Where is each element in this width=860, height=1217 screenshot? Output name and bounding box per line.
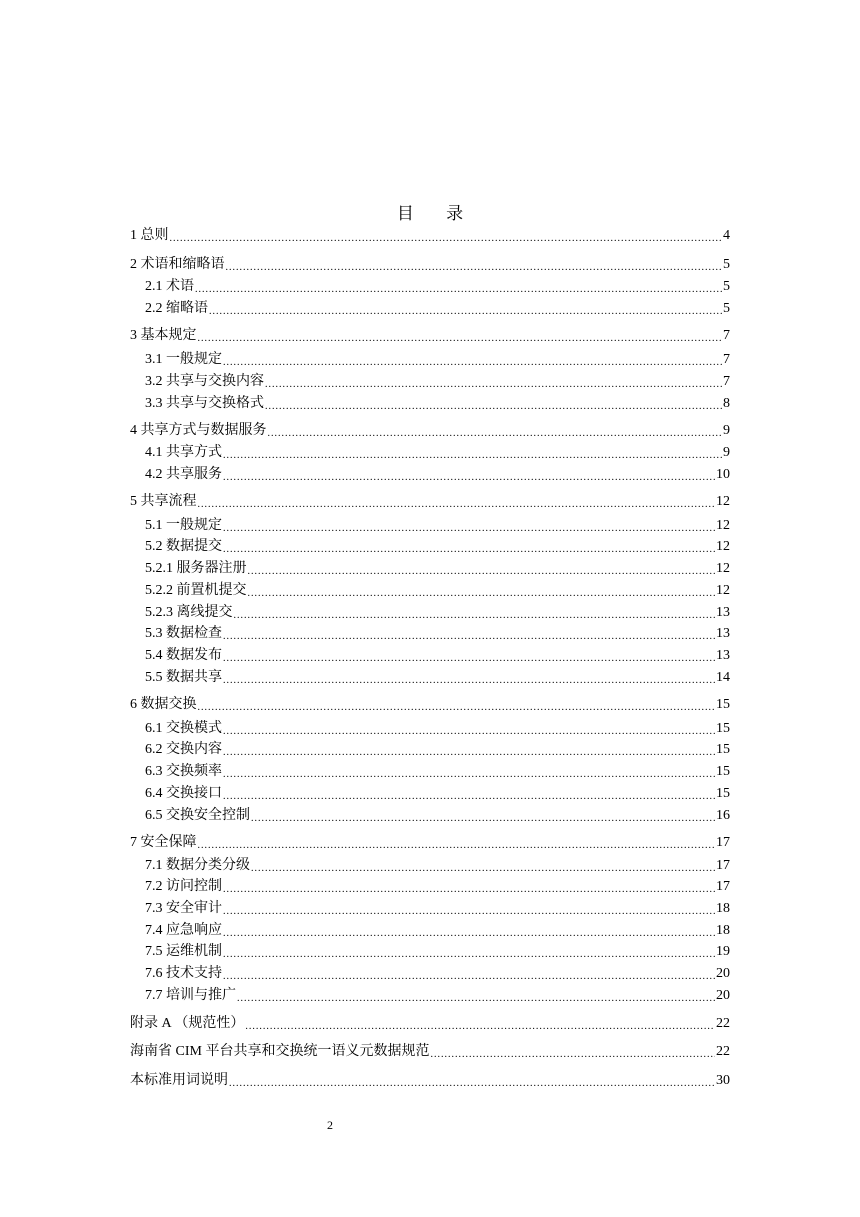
toc-entry-page: 17 (716, 858, 730, 873)
toc-entry[interactable] (130, 492, 730, 512)
toc-entry-title: 5.2 数据提交 (145, 539, 222, 554)
toc-entry-page: 15 (716, 721, 730, 736)
toc-entry-page: 10 (716, 467, 730, 482)
toc-entry[interactable] (145, 350, 730, 370)
toc-entry-title: 本标准用词说明 (130, 1073, 228, 1088)
toc-entry[interactable] (145, 624, 730, 644)
toc-leader-dots (234, 609, 716, 623)
toc-leader-dots (229, 1077, 715, 1091)
toc-entry[interactable] (130, 1071, 730, 1091)
toc-entry-title: 5.2.3 离线提交 (145, 605, 233, 620)
toc-entry-title: 7.1 数据分类分级 (145, 858, 250, 873)
toc-entry[interactable] (130, 833, 730, 853)
toc-leader-dots (223, 768, 715, 782)
toc-leader-dots (223, 883, 715, 897)
toc-entry[interactable] (130, 226, 730, 246)
toc-entry-page: 5 (723, 257, 730, 272)
toc-entry-page: 13 (716, 648, 730, 663)
toc-entry-title: 6.5 交换安全控制 (145, 808, 250, 823)
toc-entry[interactable] (145, 964, 730, 984)
toc-entry-title: 2 术语和缩略语 (130, 257, 225, 272)
toc-leader-dots (198, 839, 716, 853)
toc-leader-dots (248, 587, 716, 601)
toc-entry[interactable] (145, 740, 730, 760)
toc-entry-title: 海南省 CIM 平台共享和交换统一语义元数据规范 (130, 1044, 430, 1059)
toc-entry[interactable] (130, 326, 730, 346)
toc-entry-page: 5 (723, 279, 730, 294)
toc-entry-title: 3 基本规定 (130, 328, 197, 343)
toc-entry-title: 4 共享方式与数据服务 (130, 423, 267, 438)
toc-entry[interactable] (145, 899, 730, 919)
toc-entry-title: 6.4 交换接口 (145, 786, 222, 801)
page-number: 2 (327, 1118, 333, 1132)
toc-leader-dots (223, 927, 715, 941)
toc-entry-page: 4 (723, 228, 730, 243)
toc-entry-title: 3.1 一般规定 (145, 352, 222, 367)
toc-entry-title: 6 数据交换 (130, 697, 197, 712)
toc-entry-page: 12 (716, 583, 730, 598)
toc-leader-dots (223, 449, 722, 463)
toc-leader-dots (223, 948, 715, 962)
toc-entry-page: 17 (716, 835, 730, 850)
toc-entry-page: 17 (716, 879, 730, 894)
toc-leader-dots (223, 674, 715, 688)
toc-entry[interactable] (145, 806, 730, 826)
toc-entry-title: 5.1 一般规定 (145, 518, 222, 533)
toc-leader-dots (223, 746, 715, 760)
toc-entry[interactable] (145, 603, 730, 623)
toc-entry-title: 7.5 运维机制 (145, 944, 222, 959)
toc-entry[interactable] (145, 537, 730, 557)
toc-entry-page: 19 (716, 944, 730, 959)
toc-entry-page: 20 (716, 966, 730, 981)
toc-entry-title: 6.3 交换频率 (145, 764, 222, 779)
toc-leader-dots (265, 378, 722, 392)
toc-entry-title: 5.3 数据检查 (145, 626, 222, 641)
toc-entry[interactable] (145, 516, 730, 536)
toc-entry[interactable] (145, 784, 730, 804)
toc-leader-dots (198, 701, 716, 715)
toc-entry-title: 7.4 应急响应 (145, 923, 222, 938)
toc-entry-page: 12 (716, 494, 730, 509)
toc-leader-dots (248, 565, 716, 579)
toc-entry[interactable] (145, 581, 730, 601)
toc-leader-dots (198, 498, 716, 512)
toc-entry-page: 12 (716, 518, 730, 533)
toc-entry-page: 12 (716, 561, 730, 576)
toc-entry-title: 附录 A （规范性） (130, 1016, 245, 1031)
toc-entry[interactable] (130, 255, 730, 275)
toc-entry[interactable] (145, 921, 730, 941)
toc-entry[interactable] (145, 372, 730, 392)
toc-leader-dots (251, 862, 715, 876)
toc-leader-dots (223, 725, 715, 739)
toc-leader-dots (223, 790, 715, 804)
toc-entry[interactable] (145, 942, 730, 962)
toc-leader-dots (245, 1020, 715, 1034)
toc-entry[interactable] (130, 695, 730, 715)
toc-entry-page: 13 (716, 605, 730, 620)
toc-entry-page: 30 (716, 1073, 730, 1088)
toc-entry-title: 1 总则 (130, 228, 169, 243)
toc-leader-dots (430, 1048, 715, 1062)
toc-title: 目 录 (396, 204, 478, 223)
toc-entry-page: 5 (723, 301, 730, 316)
toc-entry-page: 15 (716, 786, 730, 801)
toc-leader-dots (223, 543, 715, 557)
toc-entry-title: 7 安全保障 (130, 835, 197, 850)
toc-entry-title: 5.4 数据发布 (145, 648, 222, 663)
toc-leader-dots (268, 427, 723, 441)
toc-leader-dots (209, 305, 722, 319)
toc-leader-dots (223, 356, 722, 370)
toc-leader-dots (223, 905, 715, 919)
toc-entry[interactable] (145, 443, 730, 463)
toc-entry-title: 5.5 数据共享 (145, 670, 222, 685)
toc-entry-title: 7.2 访问控制 (145, 879, 222, 894)
toc-entry-page: 9 (723, 423, 730, 438)
toc-entry-page: 22 (716, 1016, 730, 1031)
toc-entry-page: 15 (716, 764, 730, 779)
toc-leader-dots (223, 471, 715, 485)
toc-entry[interactable] (145, 986, 730, 1006)
toc-leader-dots (223, 522, 715, 536)
toc-entry[interactable] (145, 394, 730, 414)
toc-entry-page: 15 (716, 742, 730, 757)
toc-entry-page: 8 (723, 396, 730, 411)
toc-entry-page: 13 (716, 626, 730, 641)
toc-entry-page: 9 (723, 445, 730, 460)
toc-entry-title: 3.3 共享与交换格式 (145, 396, 264, 411)
toc-entry-page: 18 (716, 923, 730, 938)
toc-entry-title: 7.6 技术支持 (145, 966, 222, 981)
toc-leader-dots (223, 970, 715, 984)
toc-entry-page: 7 (723, 328, 730, 343)
toc-entry-title: 6.2 交换内容 (145, 742, 222, 757)
toc-leader-dots (251, 812, 715, 826)
toc-entry-page: 15 (716, 697, 730, 712)
toc-entry-title: 2.2 缩略语 (145, 301, 208, 316)
toc-entry-page: 18 (716, 901, 730, 916)
toc-entry[interactable] (145, 856, 730, 876)
toc-entry[interactable] (145, 668, 730, 688)
toc-entry[interactable] (145, 762, 730, 782)
toc-entry-page: 14 (716, 670, 730, 685)
toc-entry-title: 5.2.2 前置机提交 (145, 583, 247, 598)
toc-entry-title: 5 共享流程 (130, 494, 197, 509)
toc-leader-dots (170, 232, 723, 246)
toc-entry-title: 4.1 共享方式 (145, 445, 222, 460)
toc-entry[interactable] (145, 299, 730, 319)
toc-entry-page: 12 (716, 539, 730, 554)
toc-entry-title: 4.2 共享服务 (145, 467, 222, 482)
toc-entry-page: 22 (716, 1044, 730, 1059)
toc-entry[interactable] (130, 421, 730, 441)
toc-entry-title: 3.2 共享与交换内容 (145, 374, 264, 389)
toc-entry[interactable] (145, 719, 730, 739)
toc-entry-page: 20 (716, 988, 730, 1003)
toc-leader-dots (223, 652, 715, 666)
toc-entry[interactable] (145, 277, 730, 297)
toc-entry[interactable] (145, 646, 730, 666)
toc-leader-dots (226, 261, 723, 275)
toc-entry-page: 7 (723, 374, 730, 389)
toc-leader-dots (198, 332, 723, 346)
toc-entry[interactable] (130, 1042, 730, 1062)
toc-leader-dots (237, 992, 715, 1006)
toc-entry[interactable] (130, 1014, 730, 1034)
toc-entry-title: 7.3 安全审计 (145, 901, 222, 916)
toc-entry-page: 16 (716, 808, 730, 823)
toc-entry[interactable] (145, 559, 730, 579)
toc-entry[interactable] (145, 465, 730, 485)
toc-entry-page: 7 (723, 352, 730, 367)
toc-entry-title: 2.1 术语 (145, 279, 194, 294)
toc-entry-title: 7.7 培训与推广 (145, 988, 236, 1003)
toc-entry-title: 6.1 交换模式 (145, 721, 222, 736)
toc-leader-dots (265, 400, 722, 414)
toc-entry[interactable] (145, 877, 730, 897)
toc-leader-dots (195, 283, 722, 297)
toc-leader-dots (223, 630, 715, 644)
toc-entry-title: 5.2.1 服务器注册 (145, 561, 247, 576)
